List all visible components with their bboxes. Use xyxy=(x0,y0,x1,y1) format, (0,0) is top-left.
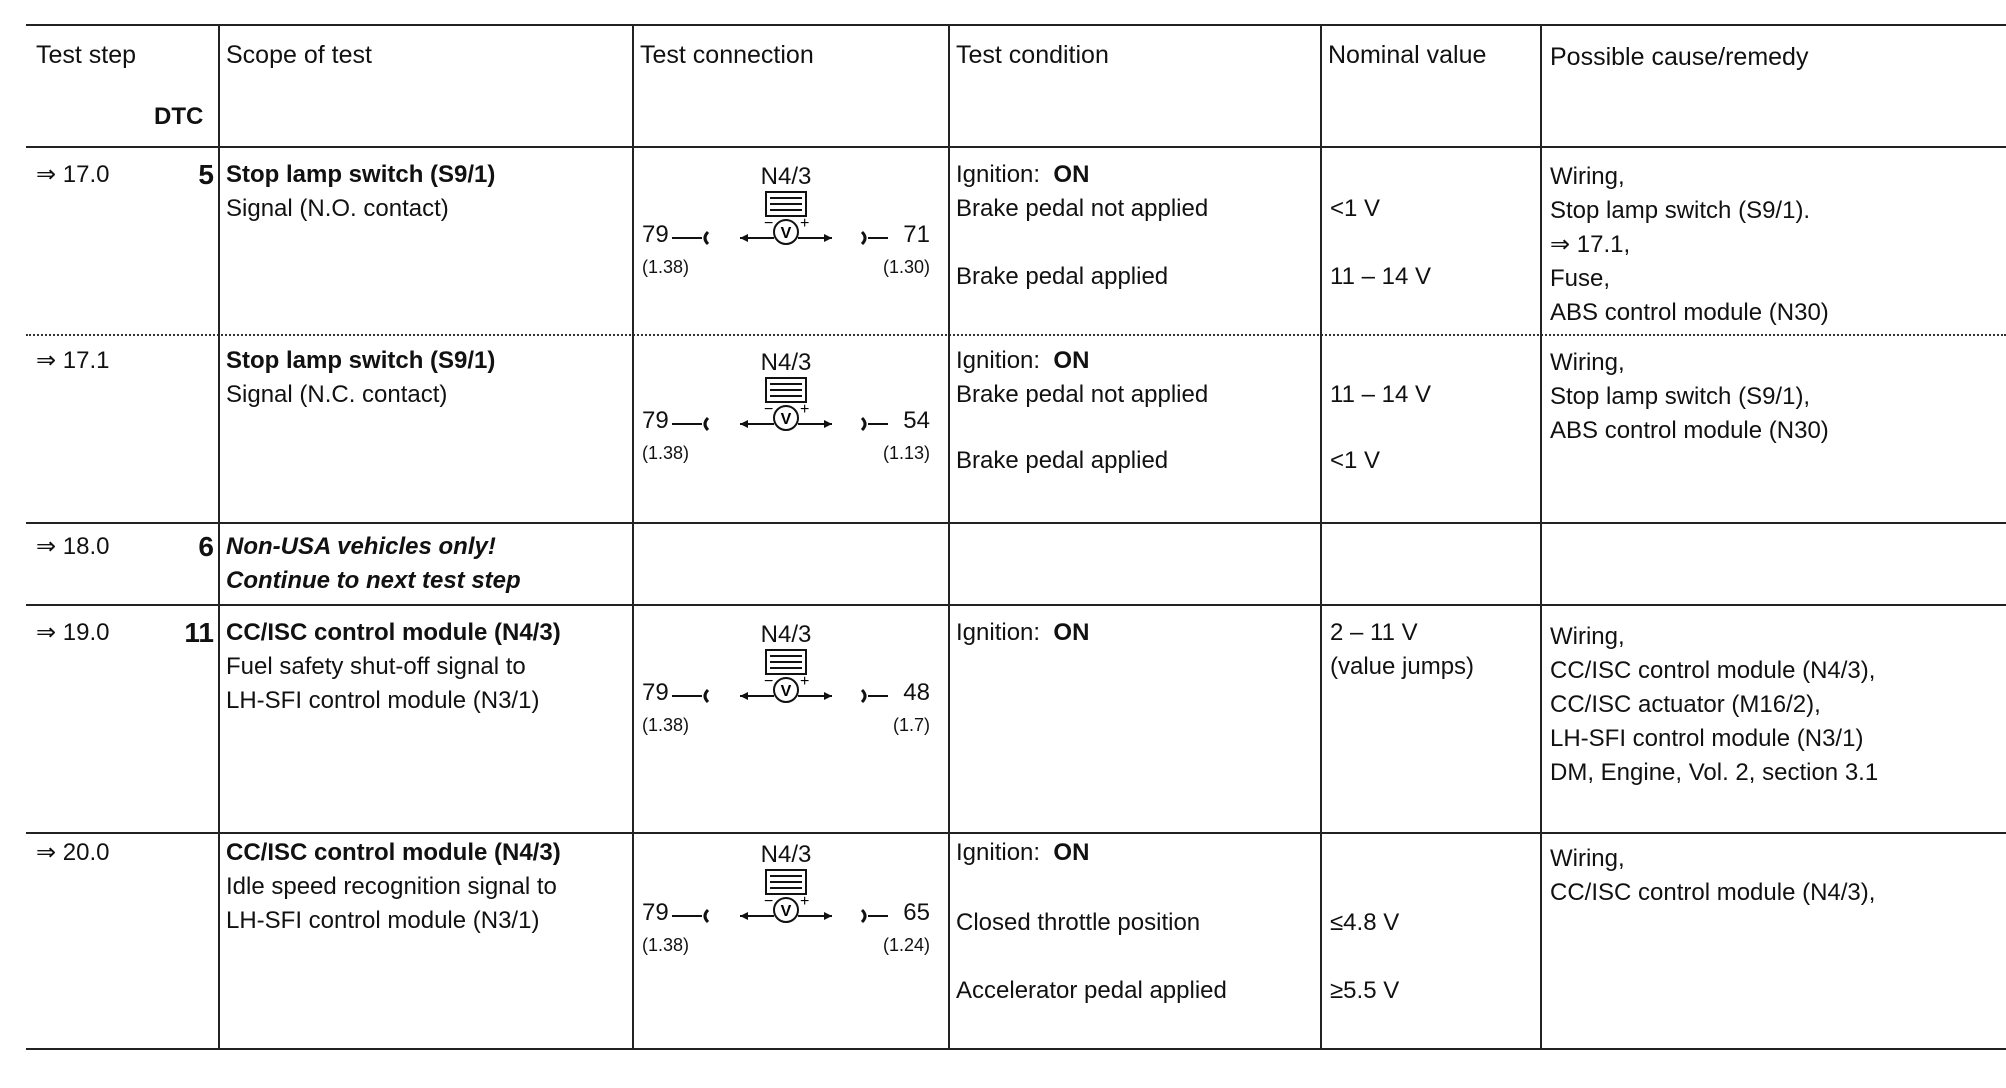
condition-line: Brake pedal applied xyxy=(956,447,1169,474)
header-condition: Test condition xyxy=(956,41,1109,69)
pin-left: 79 xyxy=(642,679,669,706)
rule-row-19-0-bottom xyxy=(26,832,2006,834)
rule-col-remedy xyxy=(1540,24,1542,1048)
scope-title: Stop lamp switch (S9/1) xyxy=(226,161,496,188)
header-remedy: Possible cause/remedy xyxy=(1550,43,1809,71)
remedy-line: ⇒ 17.1, xyxy=(1550,231,1631,258)
header-nominal: Nominal value xyxy=(1328,41,1487,69)
ignition-label: Ignition: xyxy=(956,161,1041,188)
svg-text:−: − xyxy=(764,215,774,232)
rule-bottom xyxy=(26,1048,2006,1050)
pin-left-ref: (1.38) xyxy=(642,715,690,735)
test-connection-diagram xyxy=(636,162,936,277)
ignition-label: Ignition: xyxy=(956,347,1041,374)
remedy-line: Wiring, xyxy=(1550,845,1625,872)
scope-of-test xyxy=(226,616,561,718)
nominal-line: 2 – 11 V xyxy=(1330,619,1418,646)
pin-right-ref: (1.13) xyxy=(882,443,930,463)
pin-right-ref: (1.7) xyxy=(892,715,930,735)
svg-text:+: + xyxy=(800,893,810,910)
ignition-state: ON xyxy=(1053,161,1090,188)
pin-left-ref: (1.38) xyxy=(642,443,690,463)
condition-line: Brake pedal not applied xyxy=(956,381,1209,408)
remedy-line: LH-SFI control module (N3/1) xyxy=(1550,725,1864,752)
pin-right: 65 xyxy=(903,899,930,926)
scope-of-test xyxy=(226,158,495,226)
possible-remedy xyxy=(1550,160,1829,330)
svg-text:V: V xyxy=(780,411,792,428)
test-connection-diagram xyxy=(636,348,936,463)
scope-of-test xyxy=(226,836,561,938)
condition-line: Accelerator pedal applied xyxy=(956,977,1227,1004)
scope-title: Stop lamp switch (S9/1) xyxy=(226,347,496,374)
svg-text:+: + xyxy=(800,401,810,418)
svg-text:+: + xyxy=(800,673,810,690)
remedy-line: Fuse, xyxy=(1550,265,1611,292)
svg-text:−: − xyxy=(764,401,774,418)
ignition-state: ON xyxy=(1053,839,1090,866)
pin-right: 54 xyxy=(903,407,930,434)
rule-header-bottom xyxy=(26,146,2006,148)
test-step-number: ⇒ 20.0 xyxy=(36,839,110,866)
svg-text:V: V xyxy=(780,225,792,242)
test-condition xyxy=(956,836,1089,870)
pin-right: 71 xyxy=(903,221,930,248)
rule-col-scope xyxy=(218,24,220,1048)
possible-remedy xyxy=(1550,842,1875,910)
rule-row-18-0-bottom xyxy=(26,604,2006,606)
scope-title: CC/ISC control module (N4/3) xyxy=(226,839,561,866)
remedy-line: Wiring, xyxy=(1550,623,1625,650)
test-connection-diagram xyxy=(636,840,936,955)
dtc-code: 11 xyxy=(184,617,214,648)
rule-col-nominal xyxy=(1320,24,1322,1048)
scope-line: Continue to next test step xyxy=(226,567,521,594)
condition-line: Brake pedal applied xyxy=(956,263,1169,290)
remedy-line: Wiring, xyxy=(1550,349,1625,376)
possible-remedy xyxy=(1550,346,1829,448)
ignition-label: Ignition: xyxy=(956,619,1041,646)
remedy-line: CC/ISC control module (N4/3), xyxy=(1550,657,1876,684)
svg-text:−: − xyxy=(764,673,774,690)
pin-right: 48 xyxy=(903,679,930,706)
remedy-line: ABS control module (N30) xyxy=(1550,417,1829,444)
scope-line: LH-SFI control module (N3/1) xyxy=(226,907,540,934)
nominal-value: ≥5.5 V xyxy=(1330,977,1400,1004)
test-step-number: ⇒ 17.0 xyxy=(36,161,110,188)
svg-text:−: − xyxy=(764,893,774,910)
rule-col-connection xyxy=(632,24,634,1048)
module-label: N4/3 xyxy=(760,163,812,190)
test-step-number: ⇒ 18.0 xyxy=(36,533,110,560)
test-connection-diagram xyxy=(636,620,936,735)
ignition-state: ON xyxy=(1053,619,1090,646)
nominal-value: ≤4.8 V xyxy=(1330,909,1400,936)
pin-right-ref: (1.24) xyxy=(882,935,930,955)
rule-col-condition xyxy=(948,24,950,1048)
rule-row-17-0-bottom xyxy=(26,334,2006,336)
ignition-label: Ignition: xyxy=(956,839,1041,866)
rule-row-17-1-bottom xyxy=(26,522,2006,524)
remedy-line: CC/ISC actuator (M16/2), xyxy=(1550,691,1821,718)
dtc-code: 5 xyxy=(198,159,214,190)
nominal-value: <1 V xyxy=(1330,447,1381,474)
header-test-step: Test step xyxy=(36,41,137,69)
nominal-value: <1 V xyxy=(1330,195,1381,222)
pin-left: 79 xyxy=(642,407,669,434)
remedy-line: CC/ISC control module (N4/3), xyxy=(1550,879,1876,906)
module-label: N4/3 xyxy=(760,841,812,868)
svg-text:V: V xyxy=(780,683,792,700)
test-step-number: ⇒ 19.0 xyxy=(36,619,110,646)
scope-line: Non-USA vehicles only! xyxy=(226,533,496,560)
nominal-line: (value jumps) xyxy=(1330,653,1475,680)
nominal-value: 11 – 14 V xyxy=(1330,381,1431,408)
nominal-value: 11 – 14 V xyxy=(1330,263,1431,290)
svg-text:V: V xyxy=(780,903,792,920)
condition-line: Closed throttle position xyxy=(956,909,1201,936)
condition-line: Brake pedal not applied xyxy=(956,195,1209,222)
scope-line: Signal (N.O. contact) xyxy=(226,195,449,222)
test-condition xyxy=(956,158,1208,226)
remedy-line: Stop lamp switch (S9/1), xyxy=(1550,383,1811,410)
module-label: N4/3 xyxy=(760,621,812,648)
remedy-line: Stop lamp switch (S9/1). xyxy=(1550,197,1811,224)
scope-line: LH-SFI control module (N3/1) xyxy=(226,687,540,714)
remedy-line: DM, Engine, Vol. 2, section 3.1 xyxy=(1550,759,1879,786)
nominal-value xyxy=(1330,616,1474,684)
rule-top xyxy=(26,24,2006,26)
pin-left: 79 xyxy=(642,221,669,248)
scope-of-test xyxy=(226,530,521,598)
remedy-line: ABS control module (N30) xyxy=(1550,299,1829,326)
pin-right-ref: (1.30) xyxy=(882,257,930,277)
scope-line: Signal (N.C. contact) xyxy=(226,381,448,408)
header-scope: Scope of test xyxy=(226,41,372,69)
test-condition xyxy=(956,344,1208,412)
header-connection: Test connection xyxy=(640,41,814,69)
pin-left-ref: (1.38) xyxy=(642,935,690,955)
test-step-number: ⇒ 17.1 xyxy=(36,347,110,374)
module-label: N4/3 xyxy=(760,349,812,376)
dtc-code: 6 xyxy=(198,531,214,562)
pin-left-ref: (1.38) xyxy=(642,257,690,277)
header-dtc: DTC xyxy=(154,103,204,130)
remedy-line: Wiring, xyxy=(1550,163,1625,190)
scope-title: CC/ISC control module (N4/3) xyxy=(226,619,561,646)
test-condition xyxy=(956,616,1089,650)
scope-line: Idle speed recognition signal to xyxy=(226,873,557,900)
svg-text:+: + xyxy=(800,215,810,232)
scope-line: Fuel safety shut-off signal to xyxy=(226,653,526,680)
possible-remedy xyxy=(1550,620,1878,790)
pin-left: 79 xyxy=(642,899,669,926)
scope-of-test xyxy=(226,344,495,412)
ignition-state: ON xyxy=(1053,347,1090,374)
